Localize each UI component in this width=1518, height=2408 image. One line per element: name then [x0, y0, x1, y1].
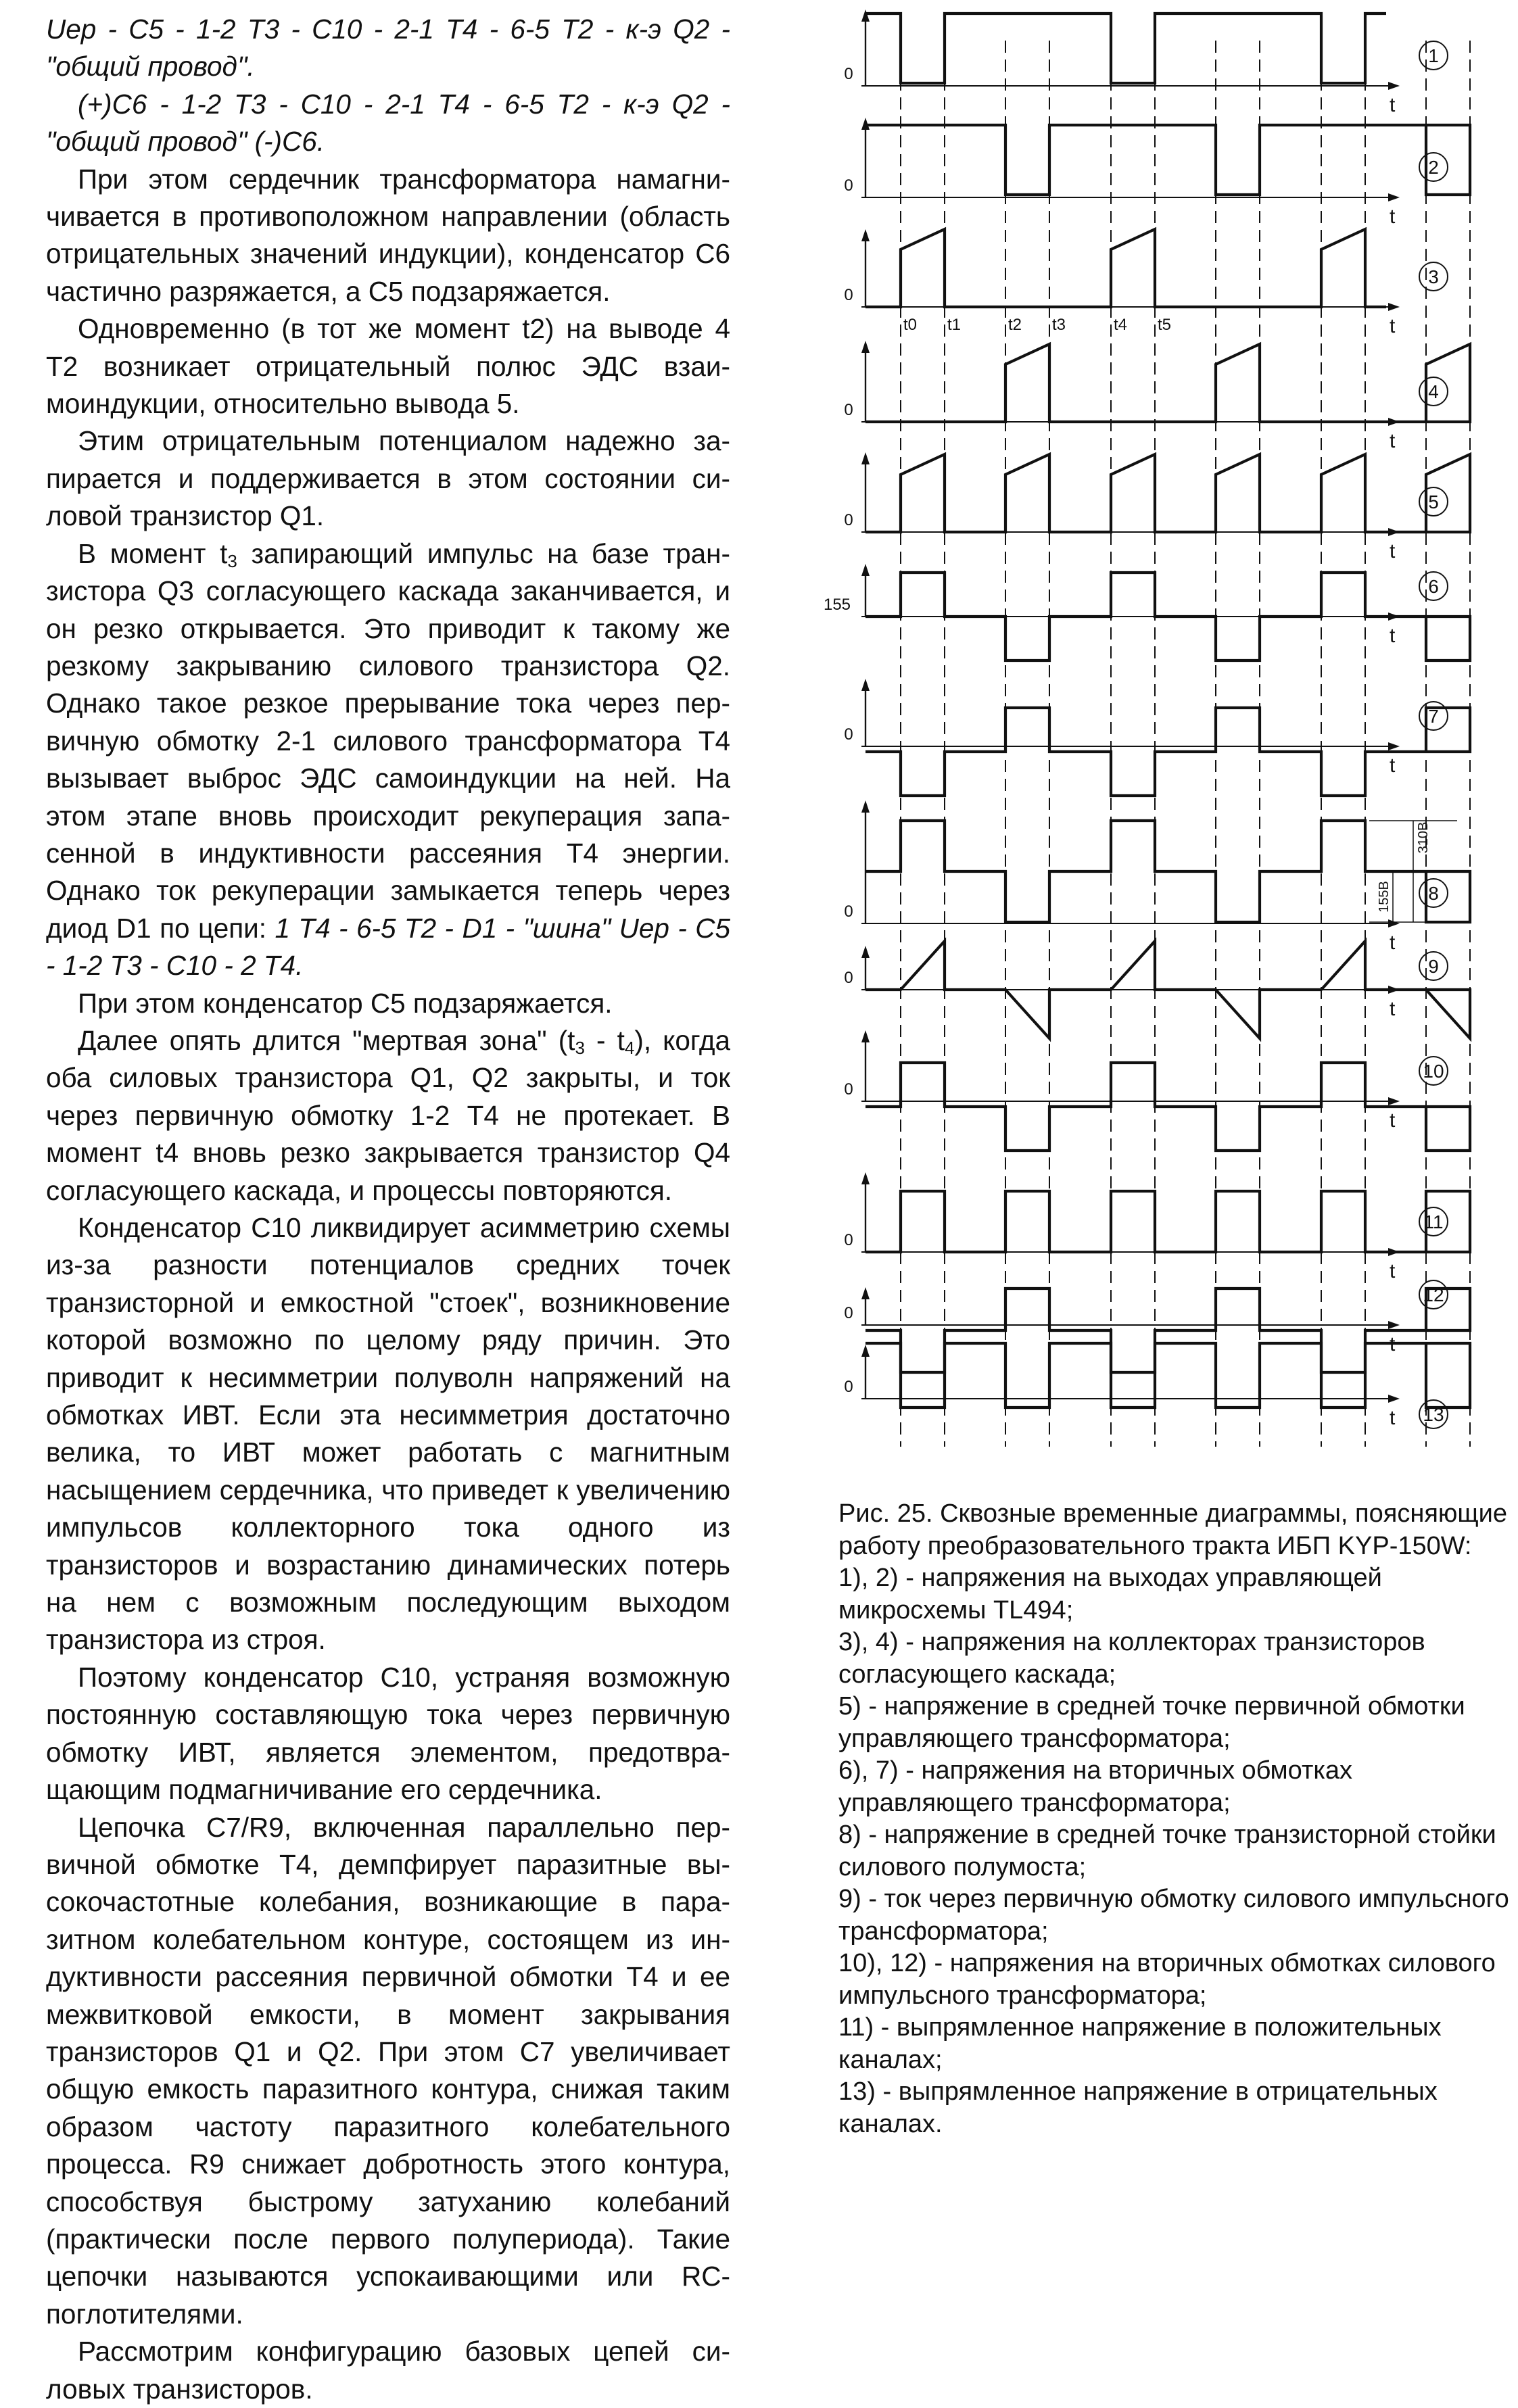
waveform-12 [865, 1289, 1470, 1372]
y-axis-arrowhead [861, 1030, 870, 1042]
waveform-2 [865, 125, 1470, 195]
time-axis-label: t [1390, 94, 1396, 116]
waveform-10 [865, 1063, 1470, 1151]
time-axis-arrowhead [1388, 919, 1400, 928]
subscript-index: 4 [624, 1037, 635, 1058]
y-axis-value-label: 0 [844, 286, 853, 304]
caption-item: 1), 2) - напряжения на выходах управляющей микросхемы TL494; [838, 1564, 1382, 1624]
time-axis-label: t [1390, 430, 1396, 452]
paragraph [46, 1022, 730, 1209]
time-axis-arrowhead [1388, 82, 1400, 90]
time-axis-label: t [1390, 1333, 1396, 1355]
paragraph [46, 1809, 730, 2334]
paragraph [46, 161, 730, 311]
text-run: Цепочка С7/R9, включенная параллельно первичной обмотке Т4, демпфирует паразитные высокочастотные колебания, возникающие в паразитном колебательном контуре, состоящем из индуктивности рассеяния первичной обмотки Т4 и ее межвитковой емкости, в момент закрывания транзисторов Q1 и Q2. При этом С7 увеличивает общую емкость паразитного контура, снижая таким образом частоту паразитного колебательного процесса. R9 снижает добротность этого контура, способствуя быстрому затуханию колебаний (практически после первого полупериода). Такие цепочки называются успокаивающими или RC-поглотителями. [46, 1811, 730, 2330]
waveform-11 [865, 1191, 1470, 1252]
text-run: Далее опять длится "мертвая зона" (t [78, 1024, 575, 1056]
dimension-label-155: 155В [1377, 881, 1392, 913]
y-axis-arrowhead [861, 1345, 870, 1357]
waveform-3 [865, 229, 1386, 307]
text-run: Одновременно (в тот же момент t2) на выводе 4 Т2 возникает отрицательный полюс ЭДС взаимоиндукции, относительно вывода 5. [46, 313, 730, 420]
y-axis-arrowhead [861, 229, 870, 241]
caption-item: 10), 12) - напряжения на вторичных обмотках силового импульсного трансформатора; [838, 1949, 1496, 2010]
row-number-label: 8 [1428, 883, 1439, 904]
caption-item: 13) - выпрямленное напряжение в отрицательных каналах. [838, 2077, 1438, 2138]
y-axis-value-label: 0 [844, 1304, 853, 1322]
y-axis-value-label: 0 [844, 725, 853, 744]
y-axis-value-label: 0 [844, 65, 853, 83]
text-run: При этом конденсатор С5 подзаряжается. [78, 987, 613, 1019]
paragraph [46, 11, 730, 86]
y-axis-arrowhead [861, 946, 870, 958]
time-axis-arrowhead [1388, 1321, 1400, 1329]
row-number-label: 5 [1428, 491, 1439, 512]
paragraph [46, 1209, 730, 1659]
time-axis-arrowhead [1388, 742, 1400, 750]
text-run: Этим отрицательным потенциалом надежно запирается и поддерживается в этом состоянии силовой транзистор Q1. [46, 425, 730, 532]
caption-item: 3), 4) - напряжения на коллекторах транзисторов согласующего каскада; [838, 1628, 1425, 1689]
time-axis-arrowhead [1388, 303, 1400, 311]
time-axis-label: t [1390, 932, 1396, 954]
waveform-5 [865, 454, 1470, 532]
waveform-9 [865, 941, 1470, 1038]
time-axis-label: t [1390, 315, 1396, 337]
y-axis-value-label: 0 [844, 176, 853, 195]
y-axis-value-label: 0 [844, 902, 853, 921]
paragraph [46, 2333, 730, 2408]
paragraph [46, 535, 730, 985]
time-mark-label: t0 [903, 316, 918, 334]
caption-item: 11) - выпрямленное напряжение в положительных каналах; [838, 2013, 1442, 2074]
time-axis-label: t [1390, 540, 1396, 562]
waveform-1 [865, 14, 1386, 83]
y-axis-value-label: 0 [844, 969, 853, 987]
caption-item: 9) - ток через первичную обмотку силового импульсного трансформатора; [838, 1885, 1509, 1946]
row-number-label: 9 [1428, 956, 1439, 977]
text-run: Конденсатор С10 ликвидирует асимметрию схемы из-за разности потенциалов средних точек транзисторной и емкостной "стоек", возникновение которой возможно по целому ряду причин. Это приводит к несимметрии полуволн напряжений на обмотках ИВТ. Если эта несимметрия достаточно велика, то ИВТ может работать с магнитным насыщением сердечника, что приведет к увеличению импульсов коллекторного тока одного из транзисторов и возрастанию динамических потерь на нем с возможным последующим выходом транзистора из строя. [46, 1212, 730, 1656]
y-axis-arrowhead [861, 564, 870, 576]
time-axis-arrowhead [1388, 193, 1400, 201]
row-number-label: 12 [1423, 1284, 1444, 1305]
circuit-path-text: 1 Т4 - 6-5 Т2 - D1 - "шина" Uер - С5 - 1-2 Т3 - С10 - 2 Т4. [46, 912, 730, 982]
row-number-label: 6 [1428, 576, 1439, 597]
row-number-label: 2 [1428, 157, 1439, 178]
row-number-label: 11 [1423, 1211, 1444, 1232]
paragraph [46, 310, 730, 423]
timing-diagram-figure [781, 0, 1518, 1467]
row-number-label: 4 [1428, 381, 1439, 402]
time-axis-label: t [1390, 1260, 1396, 1282]
circuit-path-text: (+)С6 - 1-2 Т3 - С10 - 2-1 Т4 - 6-5 Т2 - к-э Q2 - "общий провод" (-)С6. [46, 88, 730, 158]
caption-item: 6), 7) - напряжения на вторичных обмотках управляющего трансформатора; [838, 1756, 1352, 1817]
y-axis-arrowhead [861, 679, 870, 691]
body-text [46, 11, 730, 2408]
text-run: В момент t [78, 537, 228, 569]
y-axis-arrowhead [861, 1287, 870, 1299]
time-mark-label: t1 [947, 316, 962, 334]
row-number-label: 7 [1428, 706, 1439, 727]
row-number-label: 3 [1428, 266, 1439, 287]
figure-caption [838, 1498, 1515, 2140]
y-axis-arrowhead [861, 452, 870, 464]
waveform-13 [865, 1343, 1470, 1407]
timing-diagram-svg [781, 0, 1518, 1467]
text-run: ), когда оба силовых транзистора Q1, Q2 закрыты, и ток через первичную обмотку 1-2 Т4 не протекает. В момент t4 вновь резко закрывается транзистор Q4 согласующего каскада, и процессы повторяются. [46, 1024, 730, 1206]
caption-title: Рис. 25. Сквозные временные диаграммы, поясняющие работу преобразовательного тракта ИБП KYP-150W: [838, 1499, 1508, 1560]
waveform-6 [865, 573, 1470, 660]
text-run: - t [584, 1024, 625, 1056]
dimension-label-310: 310В [1416, 821, 1431, 854]
subscript-index: 3 [227, 550, 237, 571]
caption-item: 8) - напряжение в средней точке транзисторной стойки силового полумоста; [838, 1821, 1496, 1881]
y-axis-arrowhead [861, 1172, 870, 1184]
time-axis-label: t [1390, 206, 1396, 228]
row-number-label: 1 [1428, 45, 1439, 66]
time-mark-label: t5 [1158, 316, 1172, 334]
time-axis-arrowhead [1388, 1097, 1400, 1105]
waveform-4 [865, 344, 1470, 422]
row-number-label: 10 [1423, 1061, 1444, 1082]
time-mark-label: t3 [1052, 316, 1066, 334]
time-axis-label: t [1390, 1109, 1396, 1132]
time-mark-label: t4 [1114, 316, 1128, 334]
paragraph [46, 985, 730, 1022]
paragraph [46, 1659, 730, 1809]
y-axis-value-label: 155 [823, 596, 851, 614]
y-axis-value-label: 0 [844, 1231, 853, 1249]
paragraph [46, 423, 730, 535]
text-run: Поэтому конденсатор С10, устраняя возможную постоянную составляющую тока через первичную обмотку ИВТ, является элементом, предотвращающим подмагничивание его сердечника. [46, 1661, 730, 1806]
y-axis-arrowhead [861, 800, 870, 813]
time-mark-label: t2 [1008, 316, 1022, 334]
time-axis-label: t [1390, 625, 1396, 647]
y-axis-value-label: 0 [844, 1378, 853, 1396]
text-run: Рассмотрим конфигурацию базовых цепей силовых транзисторов. [46, 2336, 730, 2405]
y-axis-value-label: 0 [844, 401, 853, 419]
y-axis-value-label: 0 [844, 1080, 853, 1099]
time-axis-label: t [1390, 1407, 1396, 1429]
y-axis-value-label: 0 [844, 511, 853, 529]
time-axis-label: t [1390, 998, 1396, 1020]
y-axis-arrowhead [861, 341, 870, 353]
paragraph [46, 86, 730, 161]
subscript-index: 3 [575, 1037, 585, 1058]
circuit-path-text: Uер - С5 - 1-2 Т3 - С10 - 2-1 Т4 - 6-5 Т2 - к-э Q2 - "общий провод". [46, 14, 730, 82]
time-axis-arrowhead [1388, 1395, 1400, 1403]
waveform-7 [865, 708, 1470, 796]
row-number-label: 13 [1423, 1404, 1444, 1425]
caption-item: 5) - напряжение в средней точке первичной обмотки управляющего трансформатора; [838, 1692, 1465, 1753]
text-run: запирающий импульс на базе транзистора Q3 согласующего каскада заканчивается, и он резко открывается. Это приводит к такому же резкому закрыванию силового транзистора Q2. Однако такое резкое прерывание тока через первичную обмотку 2-1 силового трансформатора Т4 вызывает выброс ЭДС самоиндукции на ней. На этом этапе вновь происходит рекуперация запасенной в индуктивности рассеяния Т4 энергии. Однако ток рекуперации замыкается теперь через диод D1 по цепи: [46, 537, 731, 944]
text-run: При этом сердечник трансформатора намагничивается в противоположном направлении (область отрицательных значений индукции), конденсатор С6 частично разряжается, а С5 подзаряжается. [46, 163, 730, 307]
time-axis-label: t [1390, 754, 1396, 777]
y-axis-arrowhead [861, 9, 870, 22]
